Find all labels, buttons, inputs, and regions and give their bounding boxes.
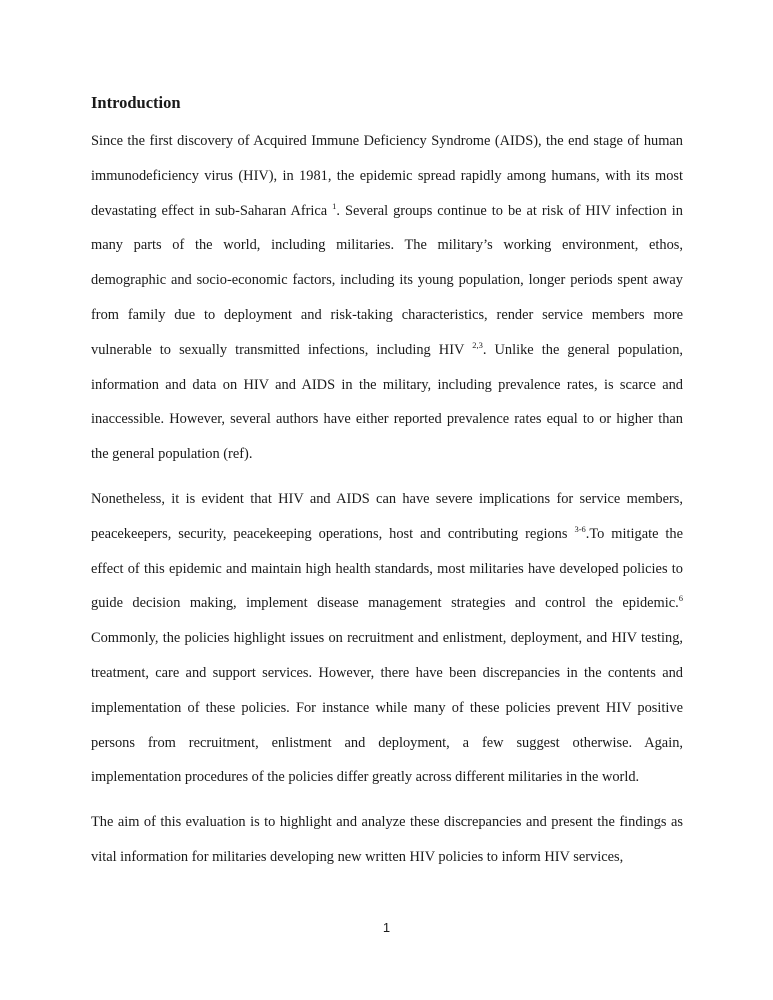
paragraph-1-text-2: . Several groups continue to be at risk of HIV infection in many parts of the world, including militaries. The military’s working environment, ethos, demographic and socio-economic factors, including its young population, longer periods spent away from family due to deployment and risk-taking characteristics, render service members more vulnerable to sexually transmitted infections, including HIV	[91, 202, 683, 358]
paragraph-1-text-3: . Unlike the general population, information and data on HIV and AIDS in the military, including prevalence rates, is scarce and inaccessible. However, several authors have either reported prevalence rates equal to or higher than the general population (ref).	[91, 341, 683, 463]
citation-3-6: 3-6	[574, 523, 586, 534]
paragraph-3	[91, 805, 683, 875]
citation-2-3: 2,3	[472, 339, 483, 350]
page-number: 1	[382, 920, 391, 935]
paragraph-2-text-1: Nonetheless, it is evident that HIV and AIDS can have severe implications for service members, peacekeepers, security, peacekeeping operations, host and contributing regions	[91, 490, 683, 542]
paragraph-2	[91, 482, 683, 795]
paragraph-1-text-1: Since the first discovery of Acquired Immune Deficiency Syndrome (AIDS), the end stage of human immunodeficiency virus (HIV), in 1981, the epidemic spread rapidly among humans, with its most devastating effect in sub-Saharan Africa	[91, 133, 683, 219]
paragraph-2-text-3: Commonly, the policies highlight issues on recruitment and enlistment, deployment, and HIV testing, treatment, care and support services. However, there have been discrepancies in the contents and implementation of these policies. For instance while many of these policies prevent HIV positive persons from recruitment, enlistment and deployment, a few suggest otherwise. Again, implementation procedures of the policies differ greatly across different militaries in the world.	[91, 630, 683, 786]
citation-6: 6	[678, 593, 683, 604]
paragraph-1	[91, 124, 683, 472]
document-page	[91, 92, 683, 885]
section-heading: Introduction	[91, 93, 181, 112]
paragraph-3-text-1: The aim of this evaluation is to highlight and analyze these discrepancies and present the findings as vital information for militaries developing new written HIV policies to inform HIV services,	[91, 814, 683, 865]
citation-1: 1	[332, 200, 337, 211]
paragraph-2-text-2: .To mitigate the effect of this epidemic and maintain high health standards, most militaries have developed policies to guide decision making, implement disease management strategies and control the epidemic.	[91, 525, 683, 612]
